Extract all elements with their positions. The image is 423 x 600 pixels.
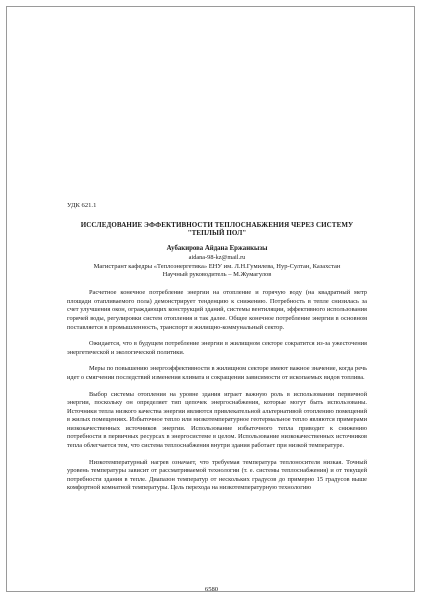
article-title <box>67 221 367 238</box>
paragraph-3: Меры по повышению энергоэффективности в жилищном секторе имеют важное значение, когда речь идет о смягчении последствий изменения климата и сокращении зависимости от ископаемых видов топлива. <box>67 365 367 381</box>
paragraph-1: Расчетное конечное потребление энергии на отопление и горячую воду (на квадратный метр площади отапливаемого пола) демонстрирует тенденцию к снижению. Потребность в тепле снизилась за счет улучшения окон, ограждающих конструкций зданий, системы вентиляции, эффективного использования горячей воды, регулировки систем отопления и так далее. Общее конечное потребление энергии в основном поставляется в промышленность, транспорт и жилищно-коммунальный сектор. <box>67 289 367 331</box>
author-name: Аубакирова Айдана Ержанкызы <box>166 244 268 252</box>
paragraph-2: Ожидается, что в будущем потребление энергии в жилищном секторе сократится из-за ужесточения энергетической и экологической политики. <box>67 340 367 356</box>
document-page <box>6 6 415 592</box>
author-affiliation: Магистрант кафедры «Теплоэнергетика» ЕНУ им. Л.Н.Гумилева, Нур-Султан, Казахстан <box>93 262 341 270</box>
article-body <box>67 202 367 501</box>
author-email[interactable]: aidana-98-kz@mail.ru <box>188 253 246 261</box>
paragraph-5: Низкотемпературный нагрев означает, что требуемая температура теплоносителя низкая. Точный уровень температуры зависит от рассматриваемой технологии (т. е. системы теплоснабжения) и от текущей потребности здания в тепле. Диапазон температур от нескольких градусов до примерно 15 градусов выше комфортной комнатной температуры. Цель перехода на низкотемпературную технологию <box>67 458 367 492</box>
article-title-line-2: "ТЕПЛЫЙ ПОЛ" <box>187 229 247 238</box>
page-number: 6580 <box>204 586 219 593</box>
udk-code: УДК 621.1 <box>67 202 97 209</box>
paragraph-4: Выбор системы отопления на уровне здания играет важную роль в использовании первичной энергии, поскольку он определяет тип цепочек энергоснабжения, которые могут быть использованы. Источники тепла низкого качества энергии являются привлекательной альтернативой отоплению помещений в жилых помещениях. Избыточное тепло или низкотемпературное геотермальное тепло являются примерами низкокачественных источников энергии. Использование избыточного тепла приводит к снижению потребности в первичных ресурсах в энергосистеме в целом. Использование низкокачественных источников тепла облегчается тем, что система теплоснабжения внутри здания работает при низкой температуре. <box>67 390 367 450</box>
scientific-supervisor: Научный руководитель – М.Жумагулов <box>162 271 272 279</box>
article-title-line-1: ИССЛЕДОВАНИЕ ЭФФЕКТИВНОСТИ ТЕПЛОСНАБЖЕНИЯ ЧЕРЕЗ СИСТЕМУ <box>80 220 354 229</box>
